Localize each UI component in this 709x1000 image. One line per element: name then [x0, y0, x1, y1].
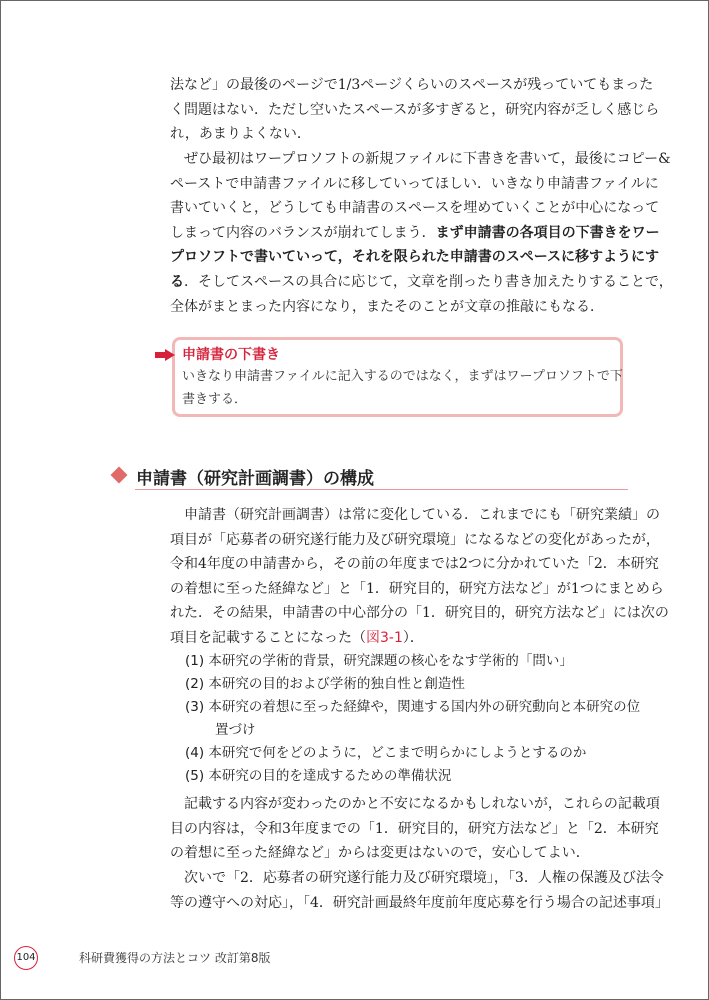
list-item [185, 742, 630, 765]
text-line: 書きする． [182, 392, 248, 407]
text-line: 全体がまとまった内容になり，またそのことが文章の推敲にもなる． [170, 298, 604, 315]
list-item [185, 673, 630, 696]
text-line: 次いで「2．応募者の研究遂行能力及び研究環境」，「3．人権の保護及び法令 [184, 870, 664, 886]
item-number: (4) [185, 745, 205, 761]
text-line: 項目が「応募者の研究遂行能力及び研究環境」になるなどの変化があったが， [170, 531, 660, 548]
heading-underline [135, 489, 628, 490]
item-number: (2) [185, 676, 205, 692]
text-line: ぜひ最初はワープロソフトの新規ファイルに下書きを書いて，最後にコピー& [184, 151, 671, 167]
text-line: 申請書（研究計画調書）は常に変化している．これまでにも「研究業績」の [184, 507, 660, 523]
text-line [170, 245, 660, 270]
emphasis-text: る [170, 273, 184, 290]
emphasis-text: まず申請書の各項目の下書きをワー [435, 224, 660, 241]
item-text: 本研究で何をどのように，どこまで明らかにしようとするのか [208, 745, 587, 761]
arrow-right-icon [155, 349, 175, 361]
text-line [170, 270, 673, 295]
text: ）． [402, 629, 424, 646]
text-line: の着想に至った経緯など」と「1．研究目的，研究方法など」が1つにまとめら [170, 580, 664, 597]
text-line: 法など」の最後のページで1/3ページくらいのスペースが残っていてもまった [170, 77, 654, 93]
text: しまって内容のバランスが崩れてしまう． [170, 224, 436, 241]
text: ．そしてスペースの具合に応じて，文章を削ったり書き加えたりすることで， [184, 273, 673, 290]
item-text: 本研究の目的を達成するための準備状況 [208, 768, 452, 784]
text-line: 書いていくと，どうしても申請書のスペースを埋めていくことが中心になって [170, 200, 660, 217]
list-item [185, 765, 630, 788]
text-line: く問題はない．ただし空いたスペースが多すぎると，研究内容が乏しく感じら [170, 101, 660, 118]
text-line: 記載する内容が変わったのかと不安になるかもしれないが，これらの記載項 [184, 796, 660, 812]
section-heading: 申請書（研究計画調書）の構成 [136, 469, 374, 489]
text-line: 目の内容は，令和3年度までの「1．研究目的，研究方法など」と「2．本研究 [170, 820, 659, 837]
text-line: 等の遵守への対応」，「4．研究計画最終年度前年度応募を行う場合の記述事項」 [170, 894, 669, 911]
text-line: れ，あまりよくない． [170, 126, 311, 143]
text: 項目を記載することになった（ [170, 629, 366, 646]
text-line [170, 626, 630, 651]
paragraph-2 [170, 147, 673, 319]
item-number: (5) [185, 768, 205, 784]
paragraph-5 [170, 866, 669, 915]
item-number: (3) [185, 699, 205, 715]
callout-body [182, 365, 623, 411]
item-number: (1) [185, 653, 205, 669]
text-line: の着想に至った経緯など」からは変更はないので，安心してよい． [170, 845, 590, 862]
numbered-list [185, 650, 641, 788]
text-line [170, 221, 660, 246]
list-item-continuation: 置づけ [215, 722, 256, 738]
item-text: 本研究の着想に至った経緯や，関連する国内外の研究動向と本研究の位 [208, 699, 641, 715]
paragraph-4 [170, 792, 660, 866]
text-line: れた．その結果，申請書の中心部分の「1．研究目的，研究方法など」には次の [170, 605, 669, 622]
figure-reference-link[interactable]: 図3-1 [366, 629, 403, 646]
page-number: 104 [14, 946, 38, 970]
text-line: ペーストで申請書ファイルに移していってほしい．いきなり申請書ファイルに [170, 175, 659, 192]
text-line: 令和4年度の申請書から，その前の年度までは2つに分かれていた「2．本研究 [170, 556, 659, 573]
list-item [185, 650, 630, 673]
callout-title: 申請書の下書き [182, 347, 280, 363]
paragraph-1 [170, 73, 660, 147]
list-item [185, 696, 641, 719]
text-line: いきなり申請書ファイルに記入するのではなく，まずはワープロソフトで下 [182, 369, 623, 384]
item-text: 本研究の目的および学術的独自性と創造性 [208, 676, 465, 692]
item-text: 本研究の学術的背景，研究課題の核心をなす学術的「問い」 [208, 653, 573, 669]
emphasis-text: プロソフトで書いていって，それを限られた申請書のスペースに移すようにす [170, 249, 660, 266]
paragraph-3 [170, 503, 669, 651]
book-title-footer: 科研費獲得の方法とコツ 改訂第8版 [79, 951, 271, 965]
